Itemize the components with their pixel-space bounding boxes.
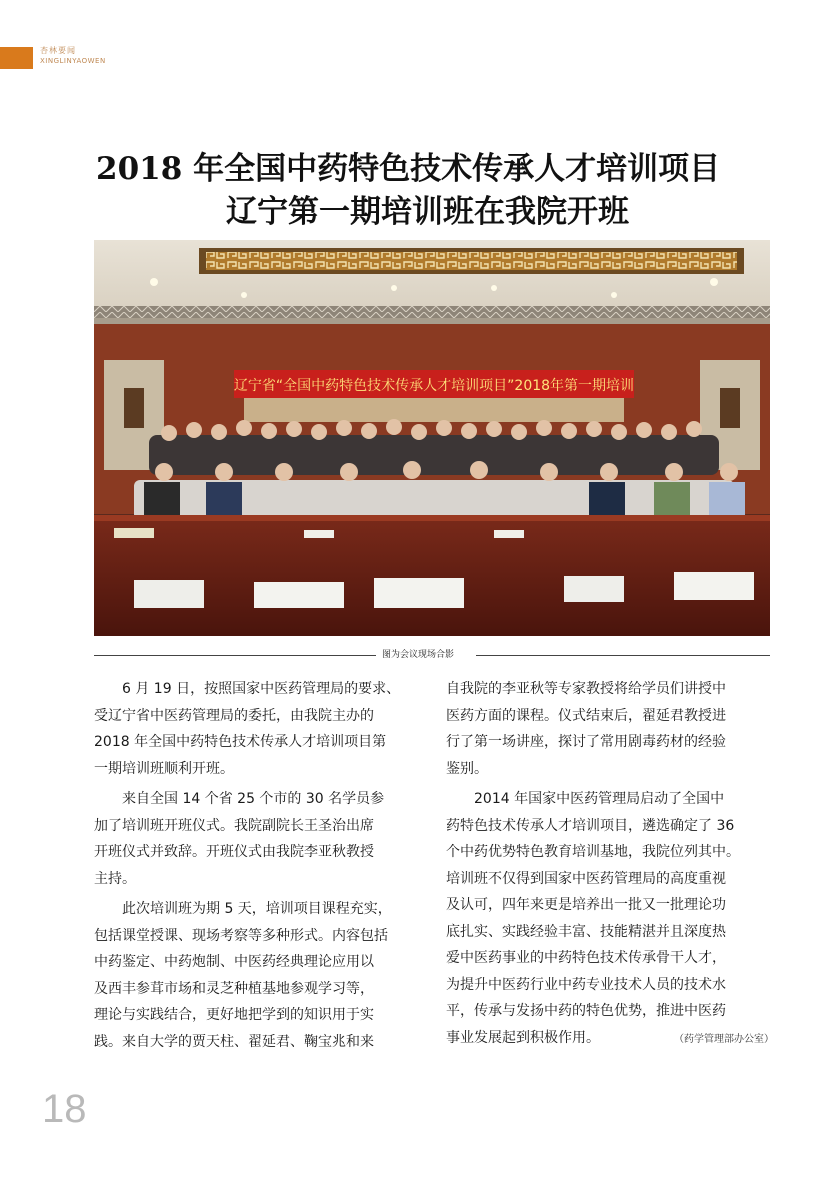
section-tab [0,47,33,69]
text-line [446,1025,774,1052]
group-photo-illustration [94,240,770,636]
text-line: 自我院的李亚秋等专家教授将给学员们讲授中 [446,681,726,697]
text-line: 加了培训班开班仪式。我院副院长王圣治出席 [94,817,374,834]
text-line: 来自全国 14 个省 25 个市的 30 名学员参 [122,791,385,807]
text-line: 2018 年全国中药特色技术传承人才培训项目第 [94,734,387,750]
text-line: 平，传承与发扬中药的特色优势，推进中医药 [446,1003,726,1019]
text-line: 中药鉴定、中药炮制、中医药经典理论应用以 [94,954,374,970]
text-line: 理论与实践结合，更好地把学到的知识用于实 [94,1007,374,1023]
text-line: 为提升中医药行业中药专业技术人员的技术水 [446,976,726,993]
article-column-left [94,676,432,1055]
paragraph [446,786,774,1051]
text-line: 2014 年国家中医药管理局启动了全国中 [474,791,725,807]
text-line: 个中药优势特色教育培训基地，我院位列其中。 [446,844,740,860]
text-line: 践。来自大学的贾天柱、翟延君、鞠宝兆和来 [94,1033,374,1050]
article-column-right [446,676,774,1053]
text-line: 爱中医药事业的中药特色技术传承骨干人才， [446,950,726,966]
paragraph [94,786,432,892]
caption-rule-right [476,655,770,656]
text-line: 及认可，四年来更是培养出一批又一批理论功 [446,897,726,913]
article-title-line1: 2018 年全国中药特色技术传承人才培训项目 [96,151,721,187]
text-line: 受辽宁省中医药管理局的委托，由我院主办的 [94,707,374,724]
group-photo [94,240,770,636]
text-line: 主持。 [94,870,136,887]
text-line: 包括课堂授课、现场考察等多种形式。内容包括 [94,927,388,944]
article-title-line2: 辽宁第一期培训班在我院开班 [226,194,629,230]
photo-caption: 图为会议现场合影 [382,650,455,660]
text-line: 鉴别。 [446,760,488,777]
text-line-content: 事业发展起到积极作用。 [446,1029,600,1046]
caption-rule-left [94,655,376,656]
page-number: 18 [42,1087,87,1131]
text-line: 医药方面的课程。仪式结束后，翟延君教授进 [446,707,726,724]
section-name: 杏林要闻 [40,46,76,55]
article-source: （药学管理部办公室） [674,1033,774,1045]
banner-text: 辽宁省“全国中药特色技术传承人才培训项目”2018年第一期培训 [233,378,635,394]
text-line: 此次培训班为期 5 天，培训项目课程充实， [122,901,392,917]
text-line: 一期培训班顺利开班。 [94,760,234,777]
text-line: 及西丰参茸市场和灵芝种植基地参观学习等， [94,980,374,997]
text-line: 行了第一场讲座，探讨了常用剧毒药材的经验 [446,734,726,750]
paragraph [446,676,774,782]
text-line: 培训班不仅得到国家中医药管理局的高度重视 [446,870,726,887]
section-name-en: XINGLINYAOWEN [40,57,106,65]
text-line: 底扎实、实践经验丰富、技能精湛并且深度热 [446,923,726,940]
text-line: 6 月 19 日，按照国家中医药管理局的要求、 [122,681,401,697]
text-line: 开班仪式并致辞。开班仪式由我院李亚秋教授 [94,844,374,860]
text-line: 药特色技术传承人才培训项目，遴选确定了 36 [446,817,735,834]
paragraph [94,896,432,1055]
paragraph [94,676,432,782]
